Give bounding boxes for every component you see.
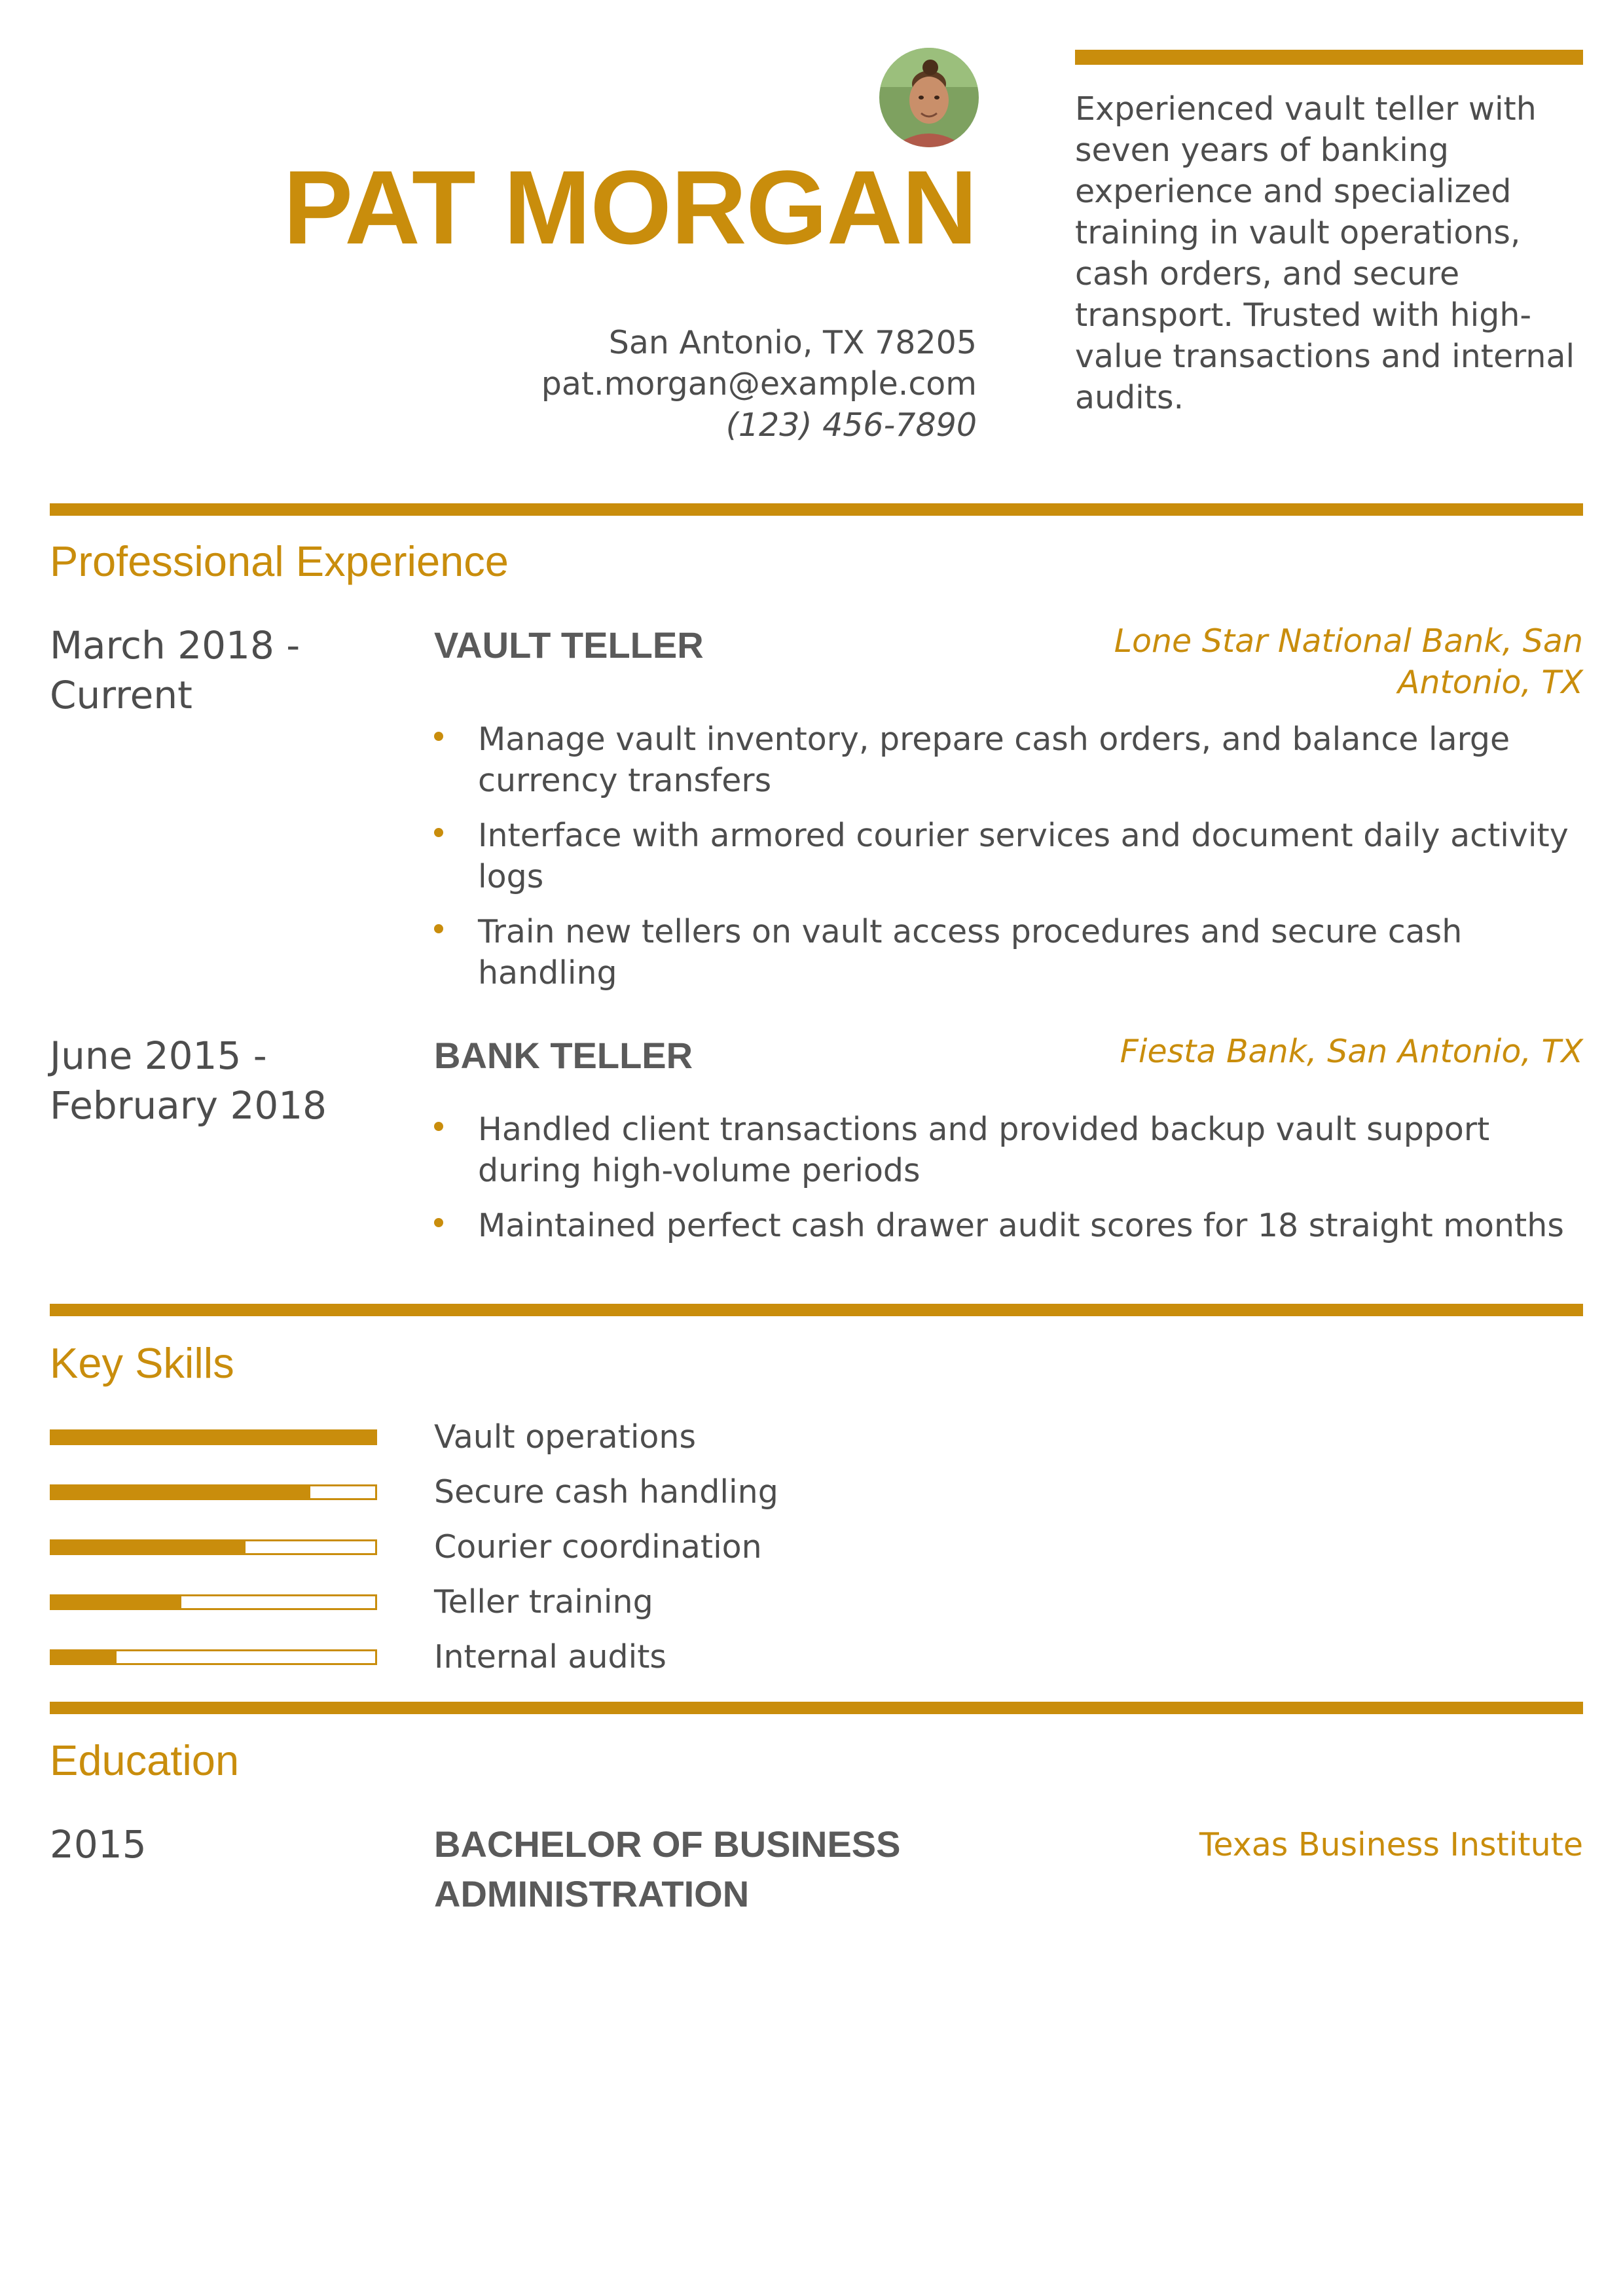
- section-divider: [50, 1304, 1583, 1316]
- job-bullets: [434, 1109, 1583, 1260]
- skills-heading: Key Skills: [50, 1339, 234, 1387]
- bullet-icon: [434, 924, 443, 933]
- section-divider: [50, 1702, 1583, 1714]
- skill-level-fill: [52, 1486, 310, 1498]
- skill-label: Secure cash handling: [434, 1473, 778, 1511]
- job-bullets: [434, 719, 1583, 1007]
- job-company: Fiesta Bank, San Antonio, TX: [1120, 1033, 1583, 1070]
- skill-level-fill: [52, 1596, 181, 1608]
- profile-photo: [879, 48, 979, 147]
- job-dates: March 2018 - Current: [50, 623, 301, 717]
- skill-level-fill: [52, 1431, 375, 1443]
- job-dates: June 2015 - February 2018: [50, 1033, 327, 1128]
- bullet-icon: [434, 1122, 443, 1131]
- skill-level-bar: [50, 1539, 377, 1555]
- job-title: VAULT TELLER: [434, 624, 704, 666]
- bullet-text: Handled client transactions and provided backup vault support during high-volume periods: [478, 1111, 1490, 1189]
- skill-level-fill: [52, 1541, 246, 1553]
- list-item: [434, 719, 1583, 801]
- skill-label: Courier coordination: [434, 1528, 762, 1566]
- email[interactable]: pat.morgan@example.com: [541, 365, 977, 403]
- bullet-text: Manage vault inventory, prepare cash orders, and balance large currency transfers: [478, 721, 1510, 799]
- experience-heading: Professional Experience: [50, 537, 509, 585]
- contact-info: [541, 322, 977, 446]
- skill-label: Vault operations: [434, 1418, 696, 1456]
- skill-level-bar: [50, 1484, 377, 1500]
- list-item: [434, 815, 1583, 897]
- job-title: BANK TELLER: [434, 1035, 693, 1076]
- school-name: Texas Business Institute: [1199, 1826, 1583, 1863]
- skill-level-fill: [52, 1651, 117, 1663]
- degree-title: BACHELOR OF BUSINESS ADMINISTRATION: [434, 1823, 901, 1914]
- list-item: [434, 1109, 1583, 1191]
- header-divider: [1075, 50, 1583, 65]
- list-item: [434, 1205, 1583, 1246]
- skill-level-bar: [50, 1594, 377, 1610]
- skill-label: Teller training: [434, 1583, 653, 1621]
- education-year: 2015: [50, 1822, 147, 1867]
- bullet-text: Maintained perfect cash drawer audit scores for 18 straight months: [478, 1207, 1564, 1244]
- phone[interactable]: (123) 456-7890: [725, 406, 977, 444]
- address: San Antonio, TX 78205: [608, 324, 977, 361]
- bullet-text: Interface with armored courier services and document daily activity logs: [478, 817, 1569, 895]
- skill-label: Internal audits: [434, 1638, 666, 1676]
- avatar-image: [879, 48, 979, 147]
- bullet-icon: [434, 1218, 443, 1227]
- list-item: [434, 911, 1583, 994]
- bullet-icon: [434, 732, 443, 741]
- job-company: Lone Star National Bank, San Antonio, TX: [1114, 622, 1583, 701]
- section-divider: [50, 503, 1583, 516]
- summary-text: Experienced vault teller with seven years of banking experience and specialized training in vault operations, cash orders, and secure transport. Trusted with high-value transactions and internal audits.: [1075, 90, 1575, 416]
- education-heading: Education: [50, 1736, 240, 1784]
- bullet-text: Train new tellers on vault access procedures and secure cash handling: [478, 913, 1463, 992]
- skill-level-bar: [50, 1429, 377, 1445]
- bullet-icon: [434, 828, 443, 837]
- skill-level-bar: [50, 1649, 377, 1665]
- candidate-name: PAT MORGAN: [283, 149, 977, 266]
